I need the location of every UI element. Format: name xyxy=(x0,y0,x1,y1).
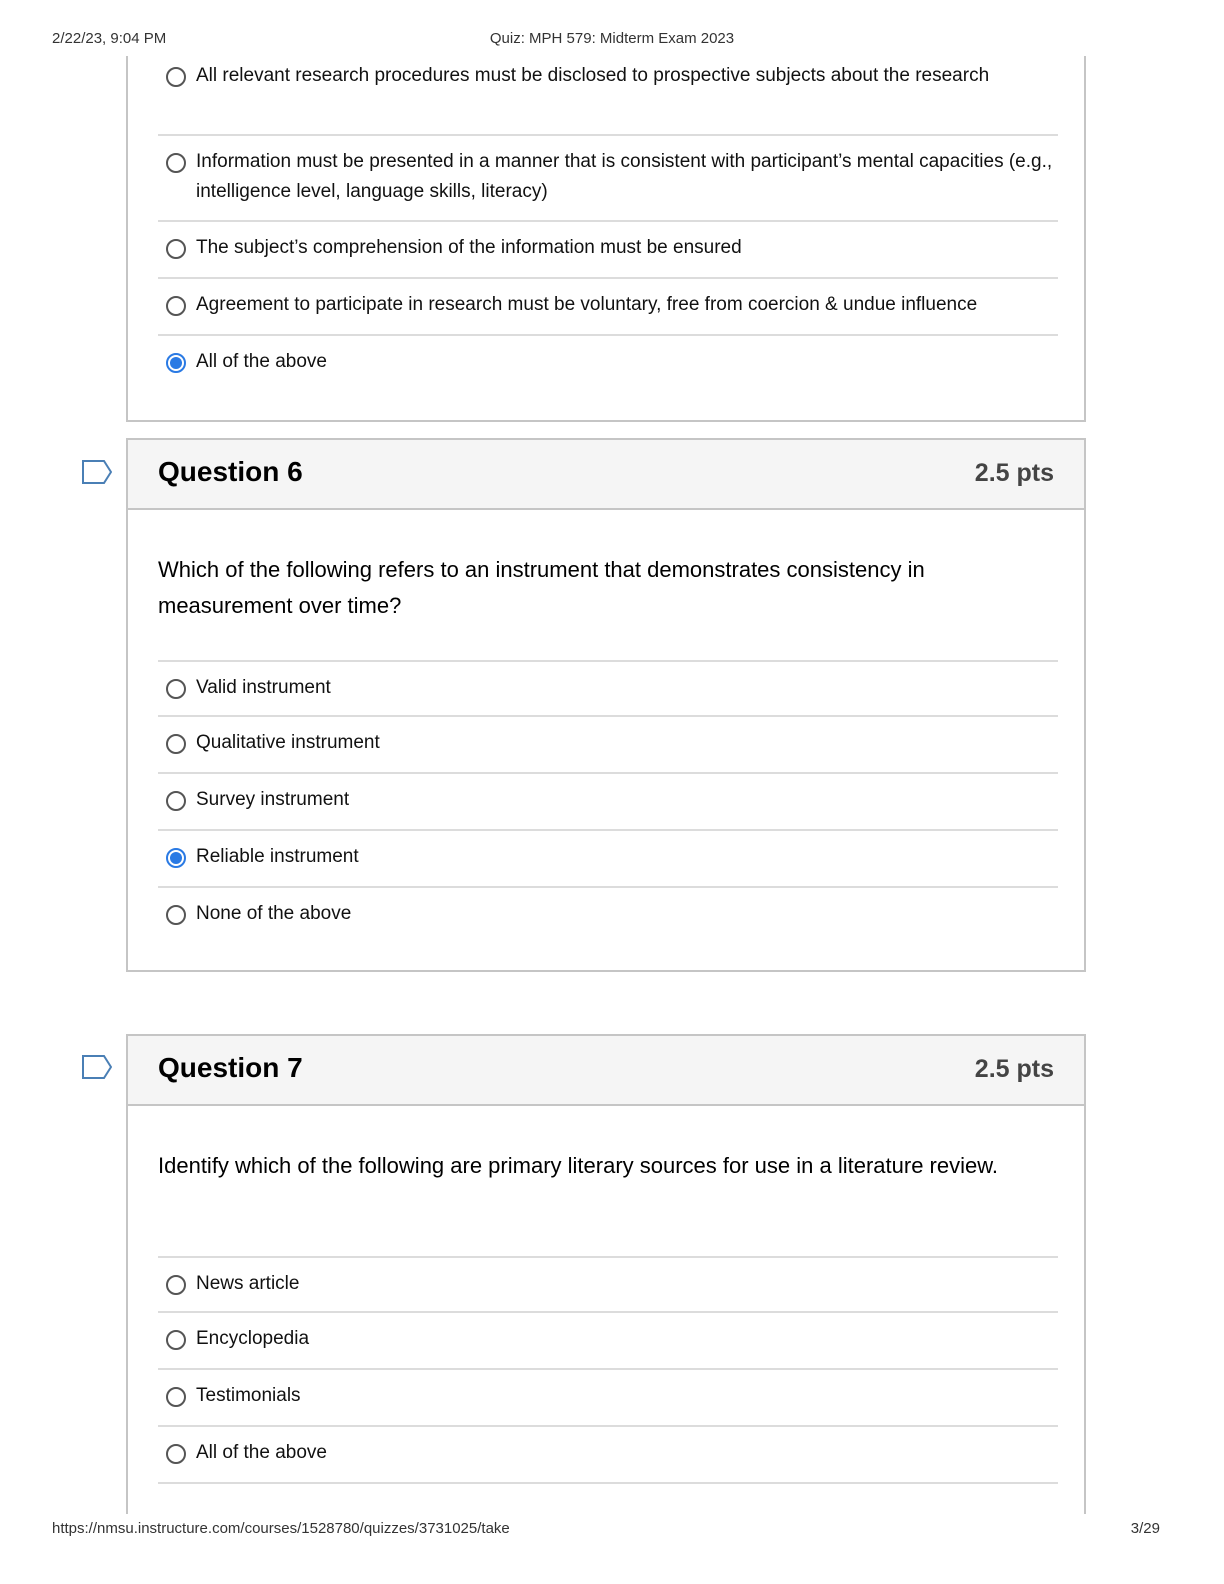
radio-button-selected[interactable] xyxy=(166,848,186,868)
answer-label: None of the above xyxy=(196,903,352,924)
radio-button[interactable] xyxy=(166,239,186,259)
answer-option[interactable] xyxy=(158,1313,1058,1370)
answer-label: Agreement to participate in research must be voluntary, free from coercion & undue influence xyxy=(196,294,978,315)
answer-option[interactable] xyxy=(158,717,1058,774)
answer-option[interactable] xyxy=(158,774,1058,831)
print-url: https://nmsu.instructure.com/courses/1528780/quizzes/3731025/take xyxy=(52,1520,510,1537)
answer-option[interactable] xyxy=(158,222,1058,279)
radio-button[interactable] xyxy=(166,153,186,173)
print-datetime: 2/22/23, 9:04 PM xyxy=(52,30,167,47)
answer-option[interactable] xyxy=(158,660,1058,717)
answer-label: Qualitative instrument xyxy=(196,732,380,753)
question-points: 2.5 pts xyxy=(974,1055,1054,1083)
answer-option[interactable] xyxy=(158,1256,1058,1313)
radio-button[interactable] xyxy=(166,1275,186,1295)
answer-label: All relevant research procedures must be disclosed to prospective subjects about the research xyxy=(196,65,990,86)
answer-label: Survey instrument xyxy=(196,789,350,810)
answer-label: All of the above xyxy=(196,351,327,372)
radio-button[interactable] xyxy=(166,1330,186,1350)
print-page-title: Quiz: MPH 579: Midterm Exam 2023 xyxy=(489,30,735,47)
answer-label: News article xyxy=(196,1273,300,1294)
question-5-answers-box xyxy=(126,56,1086,422)
question-7-box xyxy=(126,1034,1086,1514)
radio-button-selected[interactable] xyxy=(166,353,186,373)
answer-label: Encyclopedia xyxy=(196,1328,310,1349)
answer-option[interactable] xyxy=(158,831,1058,888)
answer-option[interactable] xyxy=(158,888,1058,945)
question-text: Identify which of the following are primary literary sources for use in a literature review. xyxy=(158,1153,999,1178)
answer-label: Reliable instrument xyxy=(196,846,359,867)
answer-label: All of the above xyxy=(196,1442,327,1463)
radio-button[interactable] xyxy=(166,1444,186,1464)
question-header xyxy=(128,440,1084,510)
question-points: 2.5 pts xyxy=(974,459,1054,487)
answer-label: Information must be presented in a manner that is consistent with participant’s mental capacities (e.g., intelligence level, language skills, literacy) xyxy=(196,151,1053,202)
radio-button[interactable] xyxy=(166,791,186,811)
radio-button[interactable] xyxy=(166,679,186,699)
flag-question-icon[interactable] xyxy=(82,1055,112,1079)
answer-label: The subject’s comprehension of the information must be ensured xyxy=(196,237,742,258)
print-page-number: 3/29 xyxy=(1130,1520,1160,1537)
answer-label: Testimonials xyxy=(196,1385,301,1406)
question-6-box xyxy=(126,438,1086,972)
radio-button[interactable] xyxy=(166,67,186,87)
answer-option[interactable] xyxy=(158,279,1058,336)
answer-option[interactable] xyxy=(158,136,1058,222)
radio-button[interactable] xyxy=(166,905,186,925)
question-title: Question 7 xyxy=(158,1052,303,1083)
question-text: Which of the following refers to an instrument that demonstrates consistency in measurement over time? xyxy=(158,557,925,618)
question-header xyxy=(128,1036,1084,1106)
radio-button[interactable] xyxy=(166,296,186,316)
answer-label: Valid instrument xyxy=(196,677,331,698)
flag-question-icon[interactable] xyxy=(82,460,112,484)
answer-option[interactable] xyxy=(158,56,1058,136)
question-title: Question 6 xyxy=(158,456,303,487)
radio-button[interactable] xyxy=(166,734,186,754)
answer-option[interactable] xyxy=(158,336,1058,393)
answer-option[interactable] xyxy=(158,1427,1058,1484)
answer-option[interactable] xyxy=(158,1370,1058,1427)
radio-button[interactable] xyxy=(166,1387,186,1407)
